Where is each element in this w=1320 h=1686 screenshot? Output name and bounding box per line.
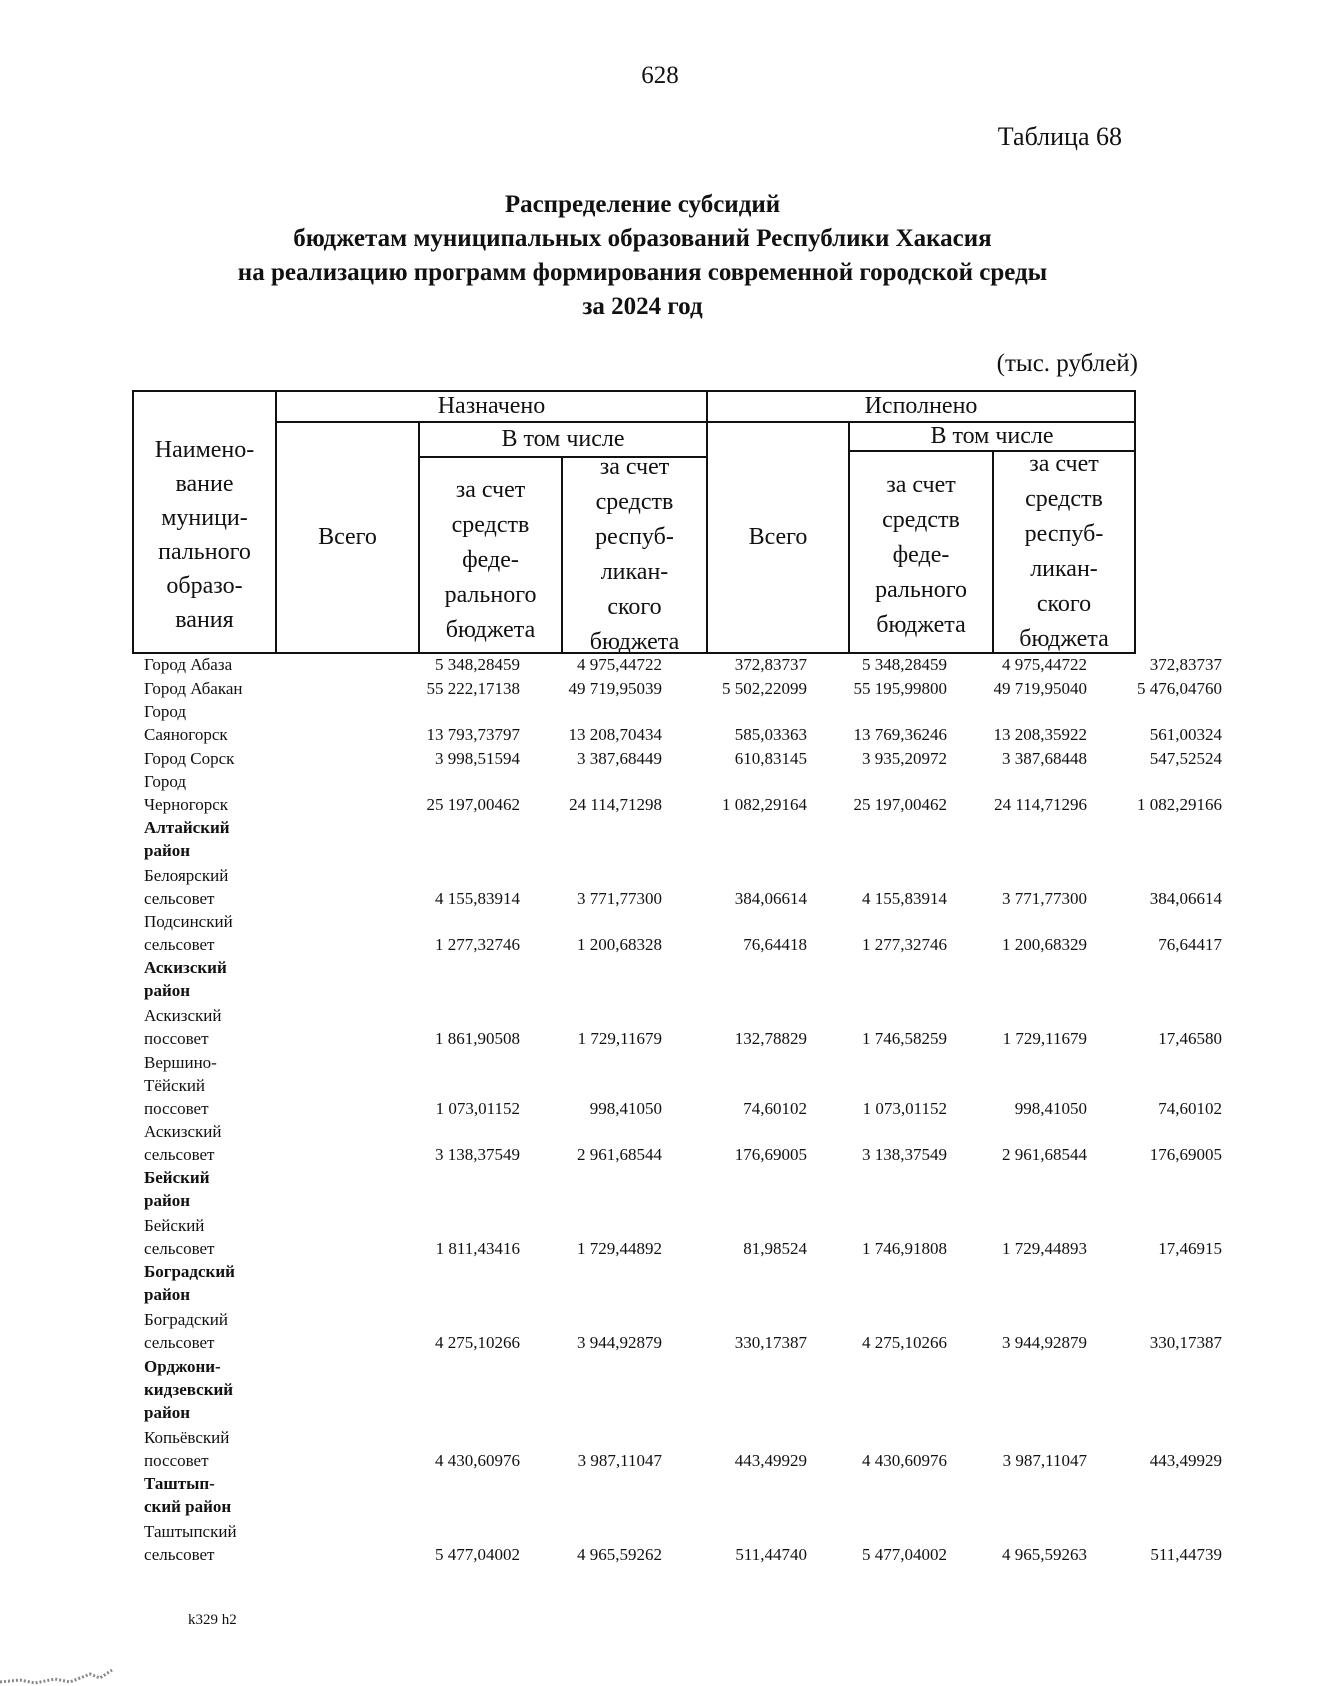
cell-assigned-republic: 384,06614 [734, 889, 807, 908]
row-name: Город Абаза [144, 655, 233, 674]
cell-assigned-republic: 443,49929 [734, 1451, 807, 1470]
table-row [132, 862, 1222, 910]
cell-assigned-federal: 4 975,44722 [577, 655, 662, 674]
cell-executed-federal: 3 387,68448 [1002, 749, 1087, 768]
row-name: Боградский сельсовет [144, 1310, 228, 1352]
table-label: Таблица 68 [997, 122, 1122, 151]
cell-assigned-federal: 49 719,95039 [568, 679, 662, 698]
cell-executed-federal: 3 987,11047 [1002, 1451, 1087, 1470]
cell-assigned-federal: 3 771,77300 [577, 889, 662, 908]
title-line-3: на реализацию программ формирования современной городской среды [237, 259, 1048, 286]
cell-assigned-republic: 5 502,22099 [722, 679, 807, 698]
row-name: Город Абакан [144, 679, 243, 698]
cell-executed-total: 25 197,00462 [853, 795, 947, 814]
cell-assigned-federal: 998,41050 [589, 1099, 662, 1118]
row-name: Подсинский сельсовет [144, 912, 233, 954]
table-row [132, 1518, 1222, 1566]
cell-assigned-total: 13 793,73797 [426, 725, 520, 744]
cell-executed-federal: 998,41050 [1014, 1099, 1087, 1118]
cell-assigned-total: 1 277,32746 [435, 935, 520, 954]
header-vline-8 [1134, 390, 1136, 654]
cell-executed-federal: 1 200,68329 [1002, 935, 1087, 954]
table-row-group [132, 816, 1132, 862]
table-row-group [132, 1166, 1132, 1212]
header-assigned-federal: за счет средств феде- рального бюджета [444, 476, 537, 643]
header-assigned-including: В том числе [501, 426, 625, 452]
cell-executed-republic: 5 476,04760 [1137, 679, 1222, 698]
cell-assigned-federal: 1 729,44892 [577, 1239, 662, 1258]
cell-assigned-total: 1 811,43416 [435, 1239, 520, 1258]
row-name: Аскизский поссовет [144, 1006, 222, 1048]
header-executed-total: Всего [748, 524, 808, 550]
header-executed-including: В том числе [930, 423, 1054, 449]
header-assigned-total: Всего [318, 524, 377, 550]
cell-executed-total: 13 769,36246 [853, 725, 947, 744]
cell-executed-republic: 443,49929 [1149, 1451, 1222, 1470]
header-executed: Исполнено [864, 392, 978, 419]
table-row [132, 1306, 1222, 1354]
cell-assigned-federal: 24 114,71298 [569, 795, 662, 814]
cell-executed-federal: 4 965,59263 [1002, 1545, 1087, 1564]
cell-executed-federal: 1 729,44893 [1002, 1239, 1087, 1258]
cell-assigned-federal: 13 208,70434 [568, 725, 662, 744]
cell-assigned-total: 25 197,00462 [426, 795, 520, 814]
cell-executed-republic: 547,52524 [1149, 749, 1222, 768]
cell-assigned-federal: 1 729,11679 [577, 1029, 662, 1048]
cell-executed-total: 1 746,91808 [862, 1239, 947, 1258]
header-assigned-republic: за счет средств респуб- ликан- ского бюджета [589, 454, 680, 655]
cell-assigned-federal: 4 965,59262 [577, 1545, 662, 1564]
cell-executed-total: 5 477,04002 [862, 1545, 947, 1564]
table-row-group [132, 1354, 1132, 1424]
row-name: Белоярский сельсовет [144, 866, 229, 908]
table-row-group [132, 956, 1132, 1002]
cell-executed-total: 1 277,32746 [862, 935, 947, 954]
cell-executed-federal: 3 944,92879 [1002, 1333, 1087, 1352]
cell-executed-republic: 176,69005 [1149, 1145, 1222, 1164]
cell-executed-republic: 1 082,29166 [1137, 795, 1222, 814]
table-row-group [132, 1472, 1132, 1518]
cell-assigned-total: 5 477,04002 [435, 1545, 520, 1564]
cell-assigned-republic: 610,83145 [734, 749, 807, 768]
row-name: Вершино- Тёйский поссовет [144, 1053, 217, 1118]
table-row [132, 1120, 1222, 1166]
table-row [132, 700, 1222, 746]
table-row [132, 1050, 1222, 1120]
cell-assigned-republic: 330,17387 [734, 1333, 807, 1352]
table-row [132, 676, 1222, 700]
cell-assigned-republic: 74,60102 [743, 1099, 807, 1118]
cell-executed-total: 5 348,28459 [862, 655, 947, 674]
cell-assigned-total: 3 138,37549 [435, 1145, 520, 1164]
cell-executed-republic: 17,46580 [1158, 1029, 1222, 1048]
title-line-2: бюджетам муниципальных образований Республики Хакасия [293, 225, 992, 252]
cell-assigned-republic: 372,83737 [734, 655, 807, 674]
cell-executed-federal: 13 208,35922 [993, 725, 1087, 744]
cell-assigned-republic: 511,44740 [735, 1545, 807, 1564]
cell-assigned-republic: 76,64418 [743, 935, 807, 954]
table-row [132, 1002, 1222, 1050]
row-name: Бейский сельсовет [144, 1216, 215, 1258]
cell-executed-federal: 49 719,95040 [993, 679, 1087, 698]
cell-executed-republic: 74,60102 [1158, 1099, 1222, 1118]
row-name: Таштыпский сельсовет [144, 1522, 237, 1564]
header-name-col: Наимено- вание муници- пального образо- вания [154, 437, 255, 633]
cell-assigned-total: 4 155,83914 [435, 889, 520, 908]
header-executed-federal: за счет средств феде- рального бюджета [875, 471, 967, 638]
row-name: Боградский район [144, 1262, 235, 1304]
row-name: Бейский район [144, 1168, 210, 1210]
cell-assigned-republic: 585,03363 [734, 725, 807, 744]
table-row [132, 770, 1222, 816]
cell-assigned-total: 4 430,60976 [435, 1451, 520, 1470]
row-name: Город Саяногорск [144, 702, 228, 744]
document-title [120, 188, 1165, 324]
cell-assigned-total: 1 861,90508 [435, 1029, 520, 1048]
cell-executed-republic: 372,83737 [1149, 655, 1222, 674]
table-row [132, 1212, 1222, 1260]
header-executed-republic: за счет средств респуб- ликан- ского бюджета [1019, 451, 1109, 652]
row-name: Город Черногорск [144, 772, 229, 814]
table-row [132, 652, 1222, 676]
cell-executed-republic: 76,64417 [1158, 935, 1222, 954]
cell-assigned-total: 3 998,51594 [435, 749, 520, 768]
row-name: Город Сорск [144, 749, 235, 768]
cell-executed-total: 4 275,10266 [862, 1333, 947, 1352]
cell-assigned-republic: 132,78829 [734, 1029, 807, 1048]
cell-executed-republic: 511,44739 [1150, 1545, 1222, 1564]
scan-noise-mark [0, 1660, 120, 1686]
cell-executed-total: 1 746,58259 [862, 1029, 947, 1048]
page-number: 628 [641, 62, 679, 89]
cell-executed-total: 55 195,99800 [853, 679, 947, 698]
cell-assigned-federal: 3 987,11047 [577, 1451, 662, 1470]
row-name: Алтайский район [144, 818, 230, 860]
cell-executed-republic: 384,06614 [1149, 889, 1222, 908]
cell-assigned-republic: 81,98524 [743, 1239, 807, 1258]
cell-executed-federal: 4 975,44722 [1002, 655, 1087, 674]
title-line-4: за 2024 год [582, 293, 703, 320]
cell-executed-federal: 24 114,71296 [994, 795, 1087, 814]
cell-executed-federal: 3 771,77300 [1002, 889, 1087, 908]
table-row [132, 910, 1222, 956]
row-name: Копьёвский поссовет [144, 1428, 230, 1470]
row-name: Орджони- кидзевский район [144, 1357, 234, 1422]
cell-assigned-total: 5 348,28459 [435, 655, 520, 674]
unit-label: (тыс. рублей) [996, 350, 1138, 377]
cell-assigned-total: 55 222,17138 [426, 679, 520, 698]
cell-executed-total: 4 155,83914 [862, 889, 947, 908]
table-row-group [132, 1260, 1132, 1306]
footer-code: k329 h2 [188, 1612, 237, 1628]
cell-executed-total: 4 430,60976 [862, 1451, 947, 1470]
cell-assigned-total: 1 073,01152 [435, 1099, 520, 1118]
cell-assigned-federal: 3 944,92879 [577, 1333, 662, 1352]
table-row [132, 746, 1222, 770]
row-name: Таштып- ский район [144, 1474, 232, 1516]
cell-executed-total: 1 073,01152 [862, 1099, 947, 1118]
title-line-1: Распределение субсидий [504, 191, 781, 218]
header-assigned: Назначено [437, 392, 546, 419]
row-name: Аскизский район [144, 958, 227, 1000]
cell-executed-federal: 2 961,68544 [1002, 1145, 1087, 1164]
cell-assigned-total: 4 275,10266 [435, 1333, 520, 1352]
cell-executed-republic: 17,46915 [1158, 1239, 1222, 1258]
table-row [132, 1424, 1222, 1472]
cell-executed-republic: 561,00324 [1149, 725, 1222, 744]
row-name: Аскизский сельсовет [144, 1122, 222, 1164]
cell-assigned-republic: 176,69005 [734, 1145, 807, 1164]
cell-executed-total: 3 138,37549 [862, 1145, 947, 1164]
cell-assigned-federal: 2 961,68544 [577, 1145, 662, 1164]
cell-executed-republic: 330,17387 [1149, 1333, 1222, 1352]
cell-assigned-republic: 1 082,29164 [722, 795, 807, 814]
cell-executed-total: 3 935,20972 [862, 749, 947, 768]
cell-assigned-federal: 1 200,68328 [577, 935, 662, 954]
cell-assigned-federal: 3 387,68449 [577, 749, 662, 768]
cell-executed-federal: 1 729,11679 [1002, 1029, 1087, 1048]
